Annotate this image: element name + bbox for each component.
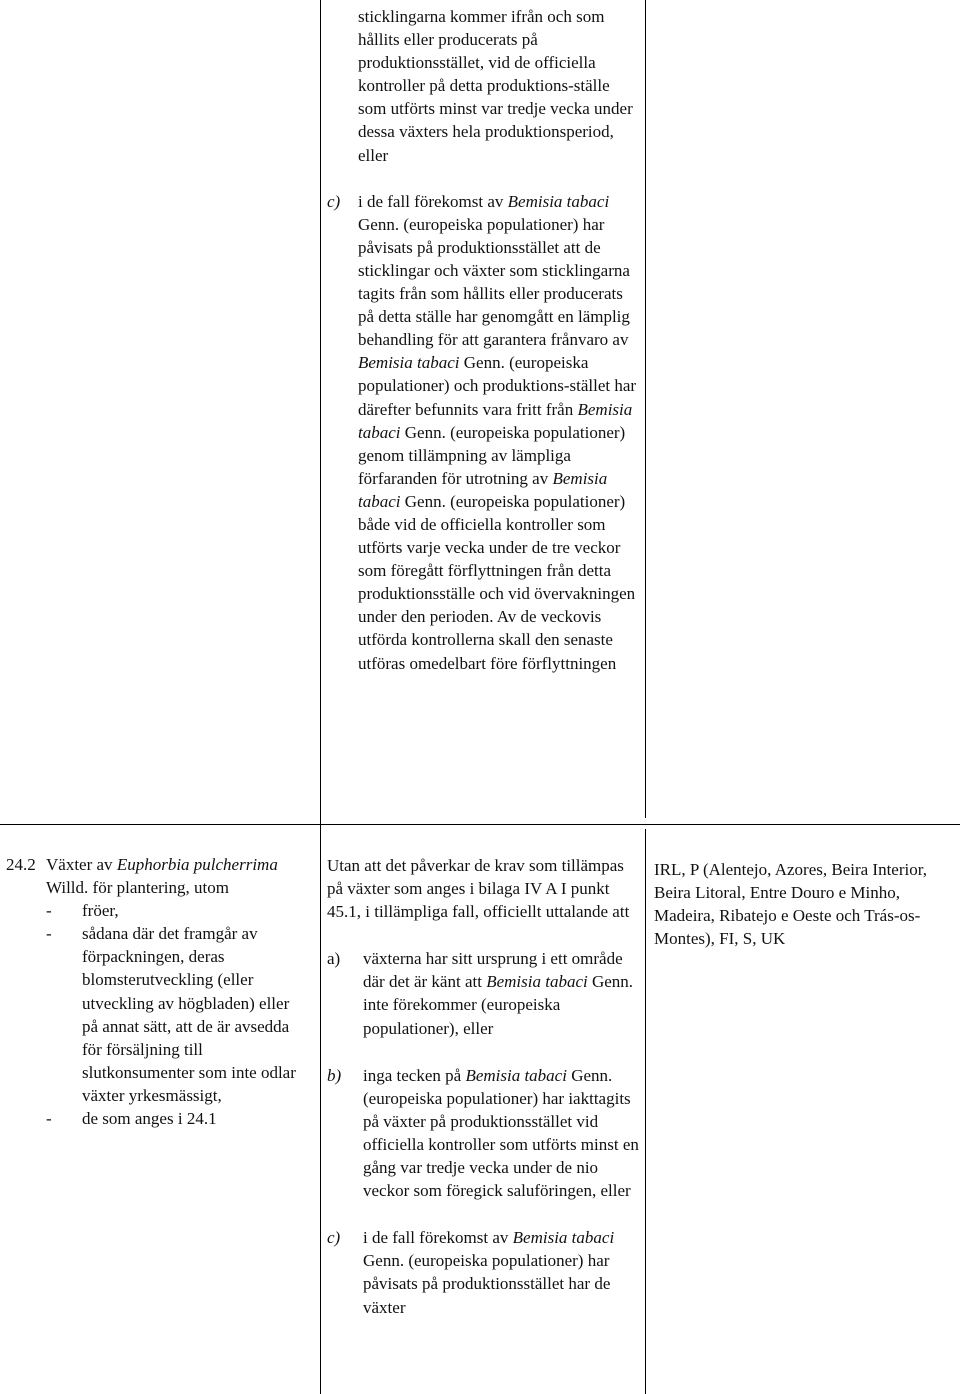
row-24-2-requirements-cell (327, 854, 640, 1319)
requirement-a-label: a) (327, 949, 341, 969)
item-c-label: c) (327, 191, 341, 211)
item-c-upper (327, 190, 639, 675)
exception-retail: - sådana där det framgår av förpackningen, deras blomsterutveckling (eller utveckling av högbladen) eller på annat sätt, att de är avsedda för försäljning till slutkonsumenter som inte odlar växter yrkesmässigt, (46, 924, 296, 1105)
paragraph-b-continuation: sticklingarna kommer ifrån och som hållits eller producerats på produktionsstället, vid de officiella kontroller på detta produktions-ställe som utförts minst var tredje vecka under dessa växters hela produktionsperiod, eller (358, 7, 633, 165)
requirement-c-text: i de fall förekomst av Bemisia tabaci Genn. (europeiska populationer) har påvisats på produktionsstället har de växter (363, 1228, 615, 1317)
requirement-b (327, 1064, 640, 1203)
protected-zones-list: IRL, P (Alentejo, Azores, Beira Interior, Beira Litoral, Entre Douro e Minho, Madeira, Ribatejo e Oeste och Trás-os-Montes), FI, S, UK (654, 860, 927, 949)
row-24-2-protected-zones-cell (654, 858, 960, 950)
plant-description: Växter av Euphorbia pulcherrima Willd. för plantering, utom (46, 855, 278, 898)
row-24-2-heading (6, 853, 306, 899)
requirements-intro: Utan att det påverkar de krav som tillämpas på växter som anges i bilaga IV A I punkt 45.1, i tillämpliga fall, officiellt uttalande att (327, 856, 630, 922)
table-divider-right-lower (645, 829, 646, 1394)
item-c-text: i de fall förekomst av Bemisia tabaci Genn. (europeiska populationer) har påvisats på produktionsstället att de sticklingar och växter som sticklingarna tagits från som hållits eller producerats på detta ställe har genomgått en lämplig behandling för att garantera frånvaro av Bemisia tabaci Genn. (europeiska populationer) och produktions-stället har därefter befunnits vara fritt från Bemisia tabaci Genn. (europeiska populationer) genom tillämpning av lämpliga förfaranden för utrotning av Bemisia tabaci Genn. (europeiska populationer) både vid de officiella kontroller som utförts varje vecka under de tre veckor som föregått förflyttningen från detta produktionsställe och vid övervakningen under den perioden. Av de veckovis utförda kontrollerna skall den senaste utföras omedelbart före förflyttningen (358, 191, 637, 673)
requirement-b-text: inga tecken på Bemisia tabaci Genn. (europeiska populationer) har iakttagits på växter på produktionsstället vid officiella kontroller som utförts minst en gång var tredje vecka under de nio veckor som föregick saluföringen, eller (363, 1065, 639, 1201)
row-24-2-plants-cell (6, 853, 306, 1130)
requirement-a (327, 947, 640, 1039)
requirement-c (327, 1226, 640, 1318)
exception-seeds: - fröer, (46, 901, 119, 921)
row-separator (0, 824, 960, 825)
exception-24-1: - de som anges i 24.1 (46, 1109, 217, 1129)
row-number: 24.2 (6, 855, 36, 874)
table-divider-left (320, 0, 321, 1394)
upper-text-block (327, 5, 639, 675)
requirement-a-text: växterna har sitt ursprung i ett område där det är känt att Bemisia tabaci Genn. inte förekommer (europeiska populationer), eller (363, 949, 634, 1038)
requirement-c-label: c) (327, 1228, 341, 1248)
requirement-b-label: b) (327, 1065, 342, 1085)
table-divider-right (645, 0, 646, 818)
